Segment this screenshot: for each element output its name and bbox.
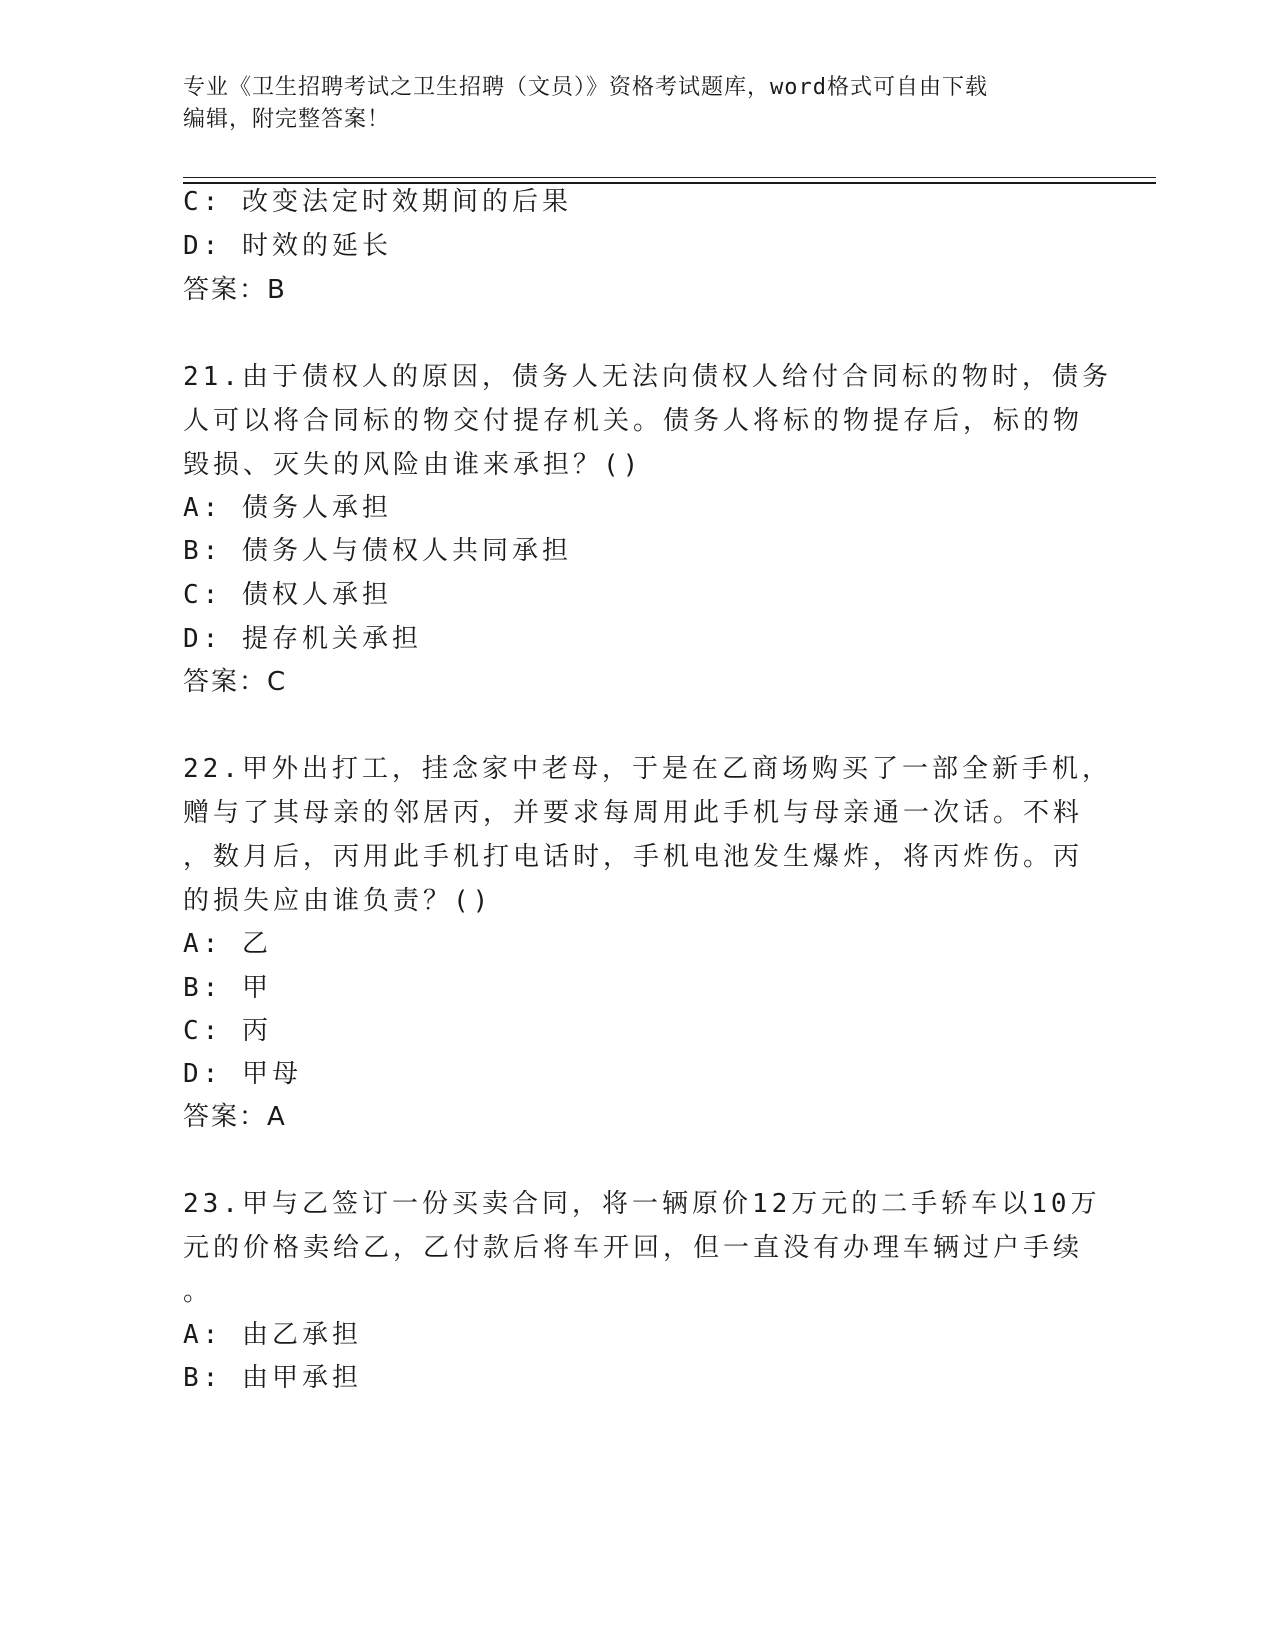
q23-option-a: A: 由乙承担 bbox=[183, 1320, 362, 1350]
q22-stem-line-1: 22.甲外出打工，挂念家中老母，于是在乙商场购买了一部全新手机， bbox=[183, 754, 1112, 784]
q23-stem-line-2: 元的价格卖给乙，乙付款后将车开回，但一直没有办理车辆过户手续 bbox=[183, 1233, 1084, 1263]
q21-option-b: B: 债务人与债权人共同承担 bbox=[183, 536, 572, 566]
q23-stem-line-1: 23.甲与乙签订一份买卖合同，将一辆原价12万元的二手轿车以10万 bbox=[183, 1189, 1101, 1219]
header-line-1: 专业《卫生招聘考试之卫生招聘（文员）》资格考试题库，word格式可自由下载 bbox=[183, 75, 988, 100]
q21-option-d: D: 提存机关承担 bbox=[183, 624, 422, 654]
q22-option-c: C: 丙 bbox=[183, 1016, 272, 1046]
q23-option-b: B: 由甲承担 bbox=[183, 1363, 362, 1393]
q22-option-b: B: 甲 bbox=[183, 973, 272, 1003]
header-rule-thin bbox=[183, 177, 1156, 178]
q21-answer: 答案：C bbox=[183, 667, 288, 697]
q22-option-d: D: 甲母 bbox=[183, 1059, 302, 1089]
page-header bbox=[183, 72, 1083, 136]
prev-option-c: C: 改变法定时效期间的后果 bbox=[183, 187, 572, 217]
q23-stem-line-3: 。 bbox=[183, 1277, 214, 1307]
prev-answer: 答案：B bbox=[183, 275, 287, 305]
q22-answer: 答案：A bbox=[183, 1102, 287, 1132]
q21-stem-line-2: 人可以将合同标的物交付提存机关。债务人将标的物提存后，标的物 bbox=[183, 406, 1084, 436]
q22-stem-line-2: 赠与了其母亲的邻居丙，并要求每周用此手机与母亲通一次话。不料 bbox=[183, 798, 1084, 828]
q22-option-a: A: 乙 bbox=[183, 929, 272, 959]
q21-stem-line-3: 毁损、灭失的风险由谁来承担？() bbox=[183, 450, 643, 480]
prev-option-d: D: 时效的延长 bbox=[183, 231, 392, 261]
header-line-2: 编辑，附完整答案！ bbox=[183, 107, 391, 132]
q21-stem-line-1: 21.由于债权人的原因，债务人无法向债权人给付合同标的物时，债务 bbox=[183, 362, 1112, 392]
q22-stem-line-3: ，数月后，丙用此手机打电话时，手机电池发生爆炸，将丙炸伤。丙 bbox=[183, 842, 1084, 872]
q22-stem-line-4: 的损失应由谁负责？() bbox=[183, 886, 493, 916]
q21-option-a: A: 债务人承担 bbox=[183, 493, 392, 523]
q21-option-c: C: 债权人承担 bbox=[183, 580, 392, 610]
